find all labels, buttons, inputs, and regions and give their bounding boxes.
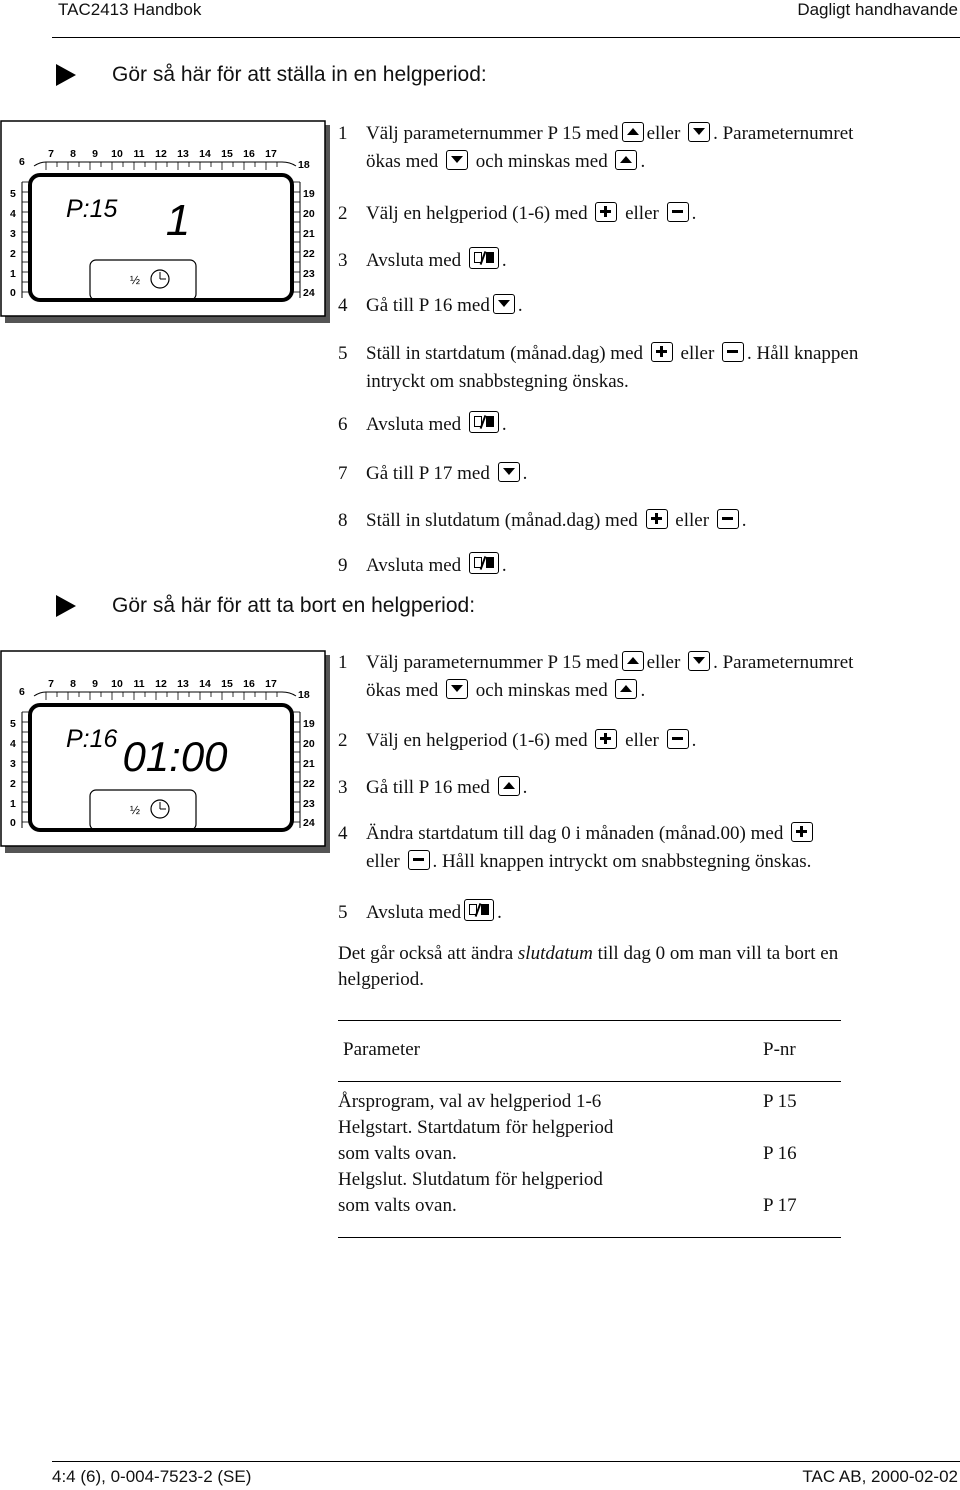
enter-key-icon [464,899,494,921]
down-arrow-key-icon [493,294,515,314]
p2-left-hour-6: 6 [19,686,25,698]
p1-top-hour-7: 7 [48,148,54,160]
p2-top-hour-11: 11 [133,678,145,690]
p2-param-readout: P:16 [66,725,118,753]
s1-step-3: 3 Avsluta med . [338,247,507,275]
section1-heading [56,63,487,87]
table-row-1-label: Årsprogram, val av helgperiod 1-6 [338,1091,602,1112]
p2-value-readout: 01:00 [122,733,228,780]
table-row-2-label: Helgstart. Startdatum för helgperiod [338,1117,614,1138]
header-rule [52,37,960,38]
p2-right-hour-23: 23 [303,798,315,810]
p1-right-hour-21: 21 [303,228,315,240]
plus-key-icon [646,509,668,529]
table-row-1-pnr: P 15 [763,1091,797,1112]
table-rule-mid [338,1081,841,1082]
s1-step-9: 9 Avsluta med . [338,552,507,580]
minus-key-icon [717,509,739,529]
p2-top-hour-13: 13 [177,678,189,690]
arrow-right-icon [56,64,76,86]
down-arrow-key-icon [688,651,710,671]
p2-left-hour-2: 2 [10,778,16,790]
p1-right-hour-22: 22 [303,248,315,260]
up-arrow-key-icon [498,776,520,796]
p1-top-hour-8: 8 [70,148,76,160]
plus-key-icon [595,202,617,222]
p1-value-readout: 1 [165,196,191,245]
s1-step-4: 4 Gå till P 16 med . [338,295,523,316]
p1-half-label: ½ [129,273,141,287]
s1-step-2: 2 Välj en helgperiod (1-6) med eller . [338,203,697,224]
p2-left-hour-1: 1 [10,798,16,810]
table-row-2-label-cont: som valts ovan. [338,1143,457,1164]
plus-key-icon [791,822,813,842]
p1-right-hour-18: 18 [298,159,310,171]
p2-top-hour-15: 15 [221,678,233,690]
s2-step-1: 1 Välj parameternummer P 15 med eller . Parameternumret ökas med och minskas med . [338,652,854,701]
table-row-2-pnr: P 16 [763,1143,797,1164]
p1-top-hour-14: 14 [199,148,211,160]
p1-top-hour-9: 9 [92,148,98,160]
section2-heading [56,594,475,618]
section2-heading-text: Gör så här för att ta bort en helgperiod: [112,594,476,617]
p1-right-hour-20: 20 [303,208,315,220]
p2-left-hour-4: 4 [10,738,16,750]
p1-top-hour-16: 16 [243,148,255,160]
p1-right-hour-24: 24 [303,287,315,299]
p2-left-hour-0: 0 [10,817,16,829]
p1-right-hour-19: 19 [303,188,315,200]
s1-step-7: 7 Gå till P 17 med . [338,463,528,484]
p2-right-hour-24: 24 [303,817,315,829]
p2-top-hour-7: 7 [48,678,54,690]
p2-top-hour-16: 16 [243,678,255,690]
down-arrow-key-icon [498,462,520,482]
footer-rule [52,1461,960,1462]
p2-top-hour-8: 8 [70,678,76,690]
p1-top-hour-15: 15 [221,148,233,160]
p1-left-hour-1: 1 [10,268,16,280]
down-arrow-key-icon [446,679,468,699]
p1-left-hour-3: 3 [10,228,16,240]
p1-right-hour-23: 23 [303,268,315,280]
up-arrow-key-icon [615,679,637,699]
minus-key-icon [667,202,689,222]
table-rule-top [338,1020,841,1021]
footer-company-date: TAC AB, 2000-02-02 [802,1467,958,1486]
minus-key-icon [408,850,430,870]
s2-step-2: 2 Välj en helgperiod (1-6) med eller . [338,730,697,751]
up-arrow-key-icon [622,122,644,142]
p2-top-hour-10: 10 [111,678,123,690]
p2-right-hour-20: 20 [303,738,315,750]
enter-key-icon [469,411,499,433]
table-row-3-label-cont: som valts ovan. [338,1195,457,1216]
p1-top-hour-12: 12 [155,148,167,160]
p1-top-hour-17: 17 [265,148,277,160]
p2-left-hour-3: 3 [10,758,16,770]
down-arrow-key-icon [688,122,710,142]
section2-note: Det går också att ändra slutdatum till dag 0 om man vill ta bort en helgperiod. [338,943,839,990]
p1-top-hour-10: 10 [111,148,123,160]
section1-heading-text: Gör så här för att ställa in en helgperiod: [112,63,487,86]
up-arrow-key-icon [615,150,637,170]
p1-param-readout: P:15 [66,195,118,223]
arrow-right-icon [56,595,76,617]
table-rule-bottom [338,1237,841,1238]
p1-top-hour-13: 13 [177,148,189,160]
header-section: Dagligt handhavande [797,0,958,19]
p1-left-hour-4: 4 [10,208,16,220]
footer-docref: 4:4 (6), 0-004-7523-2 (SE) [52,1467,252,1486]
minus-key-icon [722,342,744,362]
p2-top-hour-9: 9 [92,678,98,690]
plus-key-icon [595,729,617,749]
table-header-parameter: Parameter [343,1039,421,1060]
p2-right-hour-22: 22 [303,778,315,790]
up-arrow-key-icon [622,651,644,671]
s1-step-6: 6 Avsluta med . [338,411,507,439]
p1-left-hour-6: 6 [19,156,25,168]
p2-top-hour-12: 12 [155,678,167,690]
display-panel-2 [0,650,332,855]
table-row-3-pnr: P 17 [763,1195,797,1216]
s1-step-8: 8 Ställ in slutdatum (månad.dag) med eller . [338,510,747,531]
table-row-3-label: Helgslut. Slutdatum för helgperiod [338,1169,603,1190]
s2-step-5: 5 Avsluta med . [338,899,502,927]
p2-left-hour-5: 5 [10,718,16,730]
p2-top-hour-17: 17 [265,678,277,690]
p1-left-hour-5: 5 [10,188,16,200]
plus-key-icon [651,342,673,362]
p2-right-hour-21: 21 [303,758,315,770]
p2-right-hour-18: 18 [298,689,310,701]
s2-step-4: 4 Ändra startdatum till dag 0 i månaden (månad.00) med eller . Håll knappen intryckt om snabbstegning önskas. [338,823,812,872]
enter-key-icon [469,552,499,574]
s1-step-5: 5 Ställ in startdatum (månad.dag) med eller . Håll knappen intryckt om snabbstegning önskas. [338,343,859,392]
minus-key-icon [667,729,689,749]
down-arrow-key-icon [446,150,468,170]
p2-half-label: ½ [129,803,141,817]
p1-left-hour-0: 0 [10,287,16,299]
table-header-pnr: P-nr [763,1039,796,1060]
s2-step-3: 3 Gå till P 16 med . [338,777,528,798]
p2-right-hour-19: 19 [303,718,315,730]
p1-top-hour-11: 11 [133,148,145,160]
display-panel-1 [0,120,332,325]
header-title: TAC2413 Handbok [58,0,202,19]
enter-key-icon [469,247,499,269]
p1-left-hour-2: 2 [10,248,16,260]
s1-step-1: 1 Välj parameternummer P 15 med eller . Parameternumret ökas med och minskas med . [338,123,854,172]
p2-top-hour-14: 14 [199,678,211,690]
